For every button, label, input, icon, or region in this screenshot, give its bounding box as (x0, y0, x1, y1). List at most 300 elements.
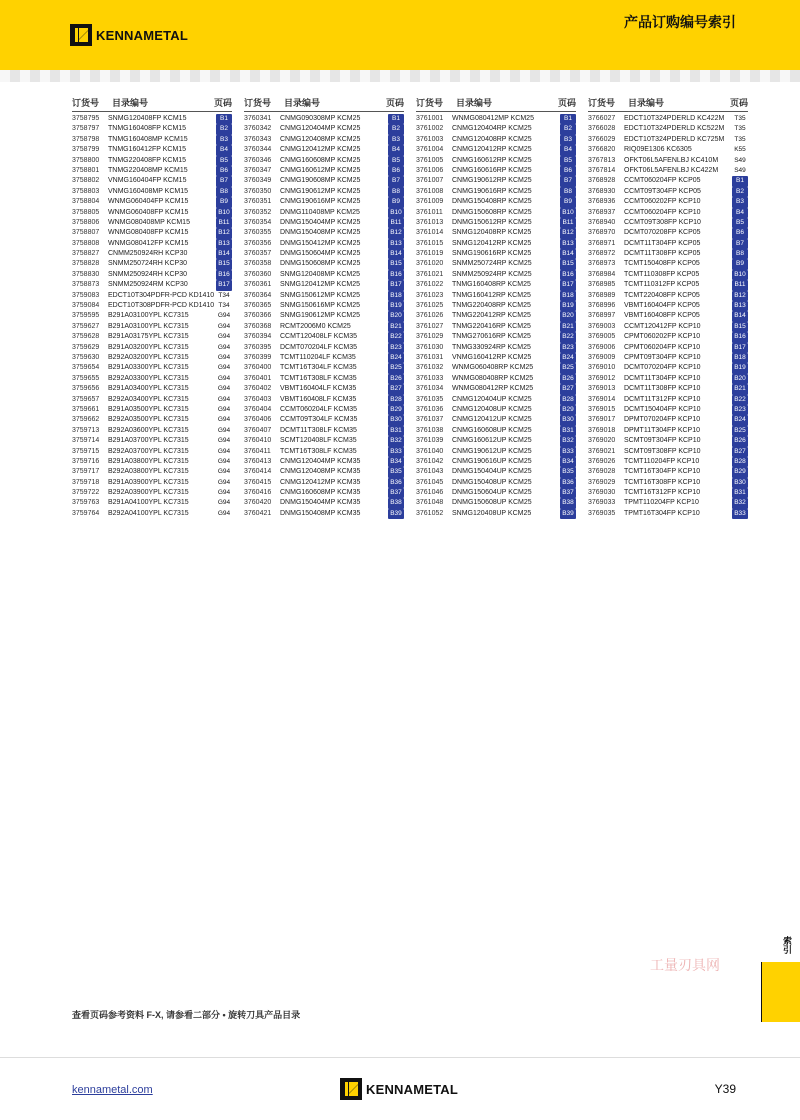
catalog-number: TCMT16T312FP KCP10 (624, 489, 701, 497)
page-reference[interactable]: B21 (732, 384, 748, 394)
order-number: 3761043 (416, 468, 444, 476)
catalog-number: VNMG160412RP KCM25 (452, 353, 532, 361)
page-reference[interactable]: B36 (388, 478, 404, 488)
index-row (416, 228, 576, 238)
order-number: 3758827 (72, 250, 100, 258)
catalog-number: DNMG110408MP KCM25 (280, 208, 360, 216)
page-reference[interactable]: B39 (560, 509, 576, 519)
page-reference[interactable]: B22 (388, 332, 404, 342)
page-reference[interactable]: B30 (560, 415, 576, 425)
page-reference[interactable]: B16 (388, 270, 404, 280)
order-number: 3761048 (416, 499, 444, 507)
catalog-number: DCMT11T304FP KCP10 (624, 374, 701, 382)
index-row (244, 166, 404, 176)
catalog-number: DCMT11T308LF KCM35 (280, 426, 357, 434)
page-reference[interactable]: G94 (217, 395, 231, 403)
order-number: 3761020 (416, 260, 444, 268)
page-reference[interactable]: B26 (732, 436, 748, 446)
catalog-number: B292A03200YPL KC7315 (108, 353, 189, 361)
page-reference[interactable]: G94 (217, 468, 231, 476)
order-number: 3767814 (588, 166, 616, 174)
page-reference[interactable]: B7 (388, 176, 404, 186)
page-reference[interactable]: B13 (216, 239, 232, 249)
page-reference[interactable]: B37 (560, 488, 576, 498)
page-reference[interactable]: B24 (388, 353, 404, 363)
index-row (588, 135, 748, 145)
index-row (72, 208, 232, 218)
catalog-number: CCMT060202FP KCP10 (624, 198, 701, 206)
page-reference[interactable]: B4 (388, 145, 404, 155)
page-reference[interactable]: B6 (388, 166, 404, 176)
catalog-number: CNMG120408RP KCM25 (452, 135, 532, 143)
page-reference[interactable]: B34 (560, 457, 576, 467)
page-reference[interactable]: B27 (388, 384, 404, 394)
catalog-number: CNMG160608MP KCM35 (280, 489, 361, 497)
catalog-number: SNMM250924RM KCP30 (108, 281, 188, 289)
page-reference[interactable]: B37 (388, 488, 404, 498)
page-reference[interactable]: B1 (216, 114, 232, 124)
index-row (244, 208, 404, 218)
page-reference[interactable]: B14 (216, 249, 232, 259)
page-reference[interactable]: K55 (734, 146, 746, 154)
page-reference[interactable]: B21 (560, 322, 576, 332)
page-reference[interactable]: B22 (732, 395, 748, 405)
order-number: 3761009 (416, 198, 444, 206)
catalog-number: CNMG160612MP KCM25 (280, 166, 361, 174)
index-row (72, 498, 232, 508)
order-number: 3761019 (416, 250, 444, 258)
page-reference[interactable]: B6 (560, 166, 576, 176)
page-reference[interactable]: B19 (732, 363, 748, 373)
order-number: 3759654 (72, 364, 100, 372)
page-reference[interactable]: B23 (560, 343, 576, 353)
page-reference[interactable]: G94 (217, 333, 231, 341)
order-number: 3758873 (72, 281, 100, 289)
order-number: 3761035 (416, 395, 444, 403)
order-number: 3759717 (72, 468, 100, 476)
order-number: 3759627 (72, 322, 100, 330)
page-reference[interactable]: B33 (388, 447, 404, 457)
page-reference[interactable]: B17 (216, 280, 232, 290)
page-reference[interactable]: B36 (560, 478, 576, 488)
catalog-number: CPMT09T304FP KCP10 (624, 353, 701, 361)
page-reference[interactable]: B30 (388, 415, 404, 425)
order-number: 3761034 (416, 385, 444, 393)
page-reference[interactable]: B8 (388, 187, 404, 197)
page-reference[interactable]: B33 (732, 509, 748, 519)
page-reference[interactable]: B17 (388, 280, 404, 290)
order-number: 3760360 (244, 270, 272, 278)
index-row (416, 197, 576, 207)
page-reference[interactable]: B6 (216, 166, 232, 176)
order-number: 3758806 (72, 218, 100, 226)
page-reference[interactable]: B18 (560, 291, 576, 301)
page-reference[interactable]: B24 (560, 353, 576, 363)
page-reference[interactable]: T34 (218, 302, 230, 310)
order-number: 3760415 (244, 478, 272, 486)
column-header (416, 96, 576, 112)
column-header-cell: 页码 (386, 98, 405, 108)
page-reference[interactable]: B18 (732, 353, 748, 363)
page-reference[interactable]: B19 (388, 301, 404, 311)
page-reference[interactable]: B10 (216, 208, 232, 218)
page-reference[interactable]: B20 (388, 311, 404, 321)
index-row (244, 145, 404, 155)
page-reference[interactable]: B32 (732, 498, 748, 508)
index-row (72, 374, 232, 384)
catalog-number: VBMT160408LF KCM35 (280, 395, 357, 403)
index-row (72, 343, 232, 353)
index-row (416, 322, 576, 332)
page-reference[interactable]: B28 (560, 395, 576, 405)
order-number: 3760352 (244, 208, 272, 216)
page-reference[interactable]: B26 (388, 374, 404, 384)
page-reference[interactable]: B15 (388, 259, 404, 269)
page-reference[interactable]: B35 (388, 467, 404, 477)
page-reference[interactable]: B32 (560, 436, 576, 446)
index-row (72, 311, 232, 321)
index-row (588, 239, 748, 249)
page-reference[interactable]: B31 (732, 488, 748, 498)
index-row (416, 135, 576, 145)
page-reference[interactable]: B29 (388, 405, 404, 415)
catalog-number: SCMT09T304FP KCP10 (624, 437, 701, 445)
website-link[interactable]: kennametal.com (72, 1084, 153, 1096)
index-row (416, 259, 576, 269)
page-reference[interactable]: B19 (560, 301, 576, 311)
catalog-number: B291A03400YPL KC7315 (108, 385, 189, 393)
order-number: 3759630 (72, 353, 100, 361)
decorative-stripe (0, 70, 800, 82)
page-reference[interactable]: B29 (560, 405, 576, 415)
page-reference[interactable]: B30 (732, 478, 748, 488)
catalog-number: CNMG090308MP KCM25 (280, 115, 361, 122)
index-row (72, 187, 232, 197)
index-row (244, 187, 404, 197)
page-reference[interactable]: B33 (560, 447, 576, 457)
page-reference[interactable]: B17 (560, 280, 576, 290)
order-number: 3766820 (588, 146, 616, 154)
index-row (416, 384, 576, 394)
order-number: 3761002 (416, 125, 444, 133)
page-reference[interactable]: G94 (217, 478, 231, 486)
catalog-number: CNMG120404RP KCM25 (452, 125, 532, 133)
catalog-number: WNMG080412RP KCM25 (452, 385, 534, 393)
page-reference[interactable]: B22 (560, 332, 576, 342)
index-row (416, 498, 576, 508)
order-number: 3760421 (244, 509, 272, 517)
page-reference[interactable]: B39 (388, 509, 404, 519)
page-reference[interactable]: B15 (560, 259, 576, 269)
index-row (244, 280, 404, 290)
page-reference[interactable]: B32 (388, 436, 404, 446)
page-reference[interactable]: B7 (216, 176, 232, 186)
page-reference[interactable]: B7 (732, 239, 748, 249)
index-row (72, 124, 232, 134)
page-reference[interactable]: G94 (217, 405, 231, 413)
order-number: 3759656 (72, 385, 100, 393)
index-row (72, 478, 232, 488)
index-row (72, 436, 232, 446)
catalog-number: CNMG190616UP KCM25 (452, 457, 532, 465)
page-reference[interactable]: B13 (560, 239, 576, 249)
page-reference[interactable]: B12 (560, 228, 576, 238)
page-reference[interactable]: B8 (732, 249, 748, 259)
page-reference[interactable]: B14 (388, 249, 404, 259)
catalog-number: DPMT11T304FP KCP10 (624, 426, 700, 434)
column-header (588, 96, 748, 112)
index-row (244, 291, 404, 301)
catalog-number: B292A03500YPL KC7315 (108, 416, 189, 424)
order-number: 3761036 (416, 405, 444, 413)
page-reference[interactable]: B4 (560, 145, 576, 155)
page-reference[interactable]: B27 (560, 384, 576, 394)
order-number: 3760395 (244, 343, 272, 351)
catalog-number: B292A04100YPL KC7315 (108, 509, 189, 517)
catalog-number: CNMG160608UP KCM25 (452, 426, 532, 434)
index-row (72, 353, 232, 363)
page-reference[interactable]: B12 (216, 228, 232, 238)
index-row (416, 447, 576, 457)
order-number: 3761015 (416, 239, 444, 247)
catalog-number: CNMG190612UP KCM25 (452, 447, 532, 455)
page-reference[interactable]: G94 (217, 353, 231, 361)
page-reference[interactable]: B2 (732, 187, 748, 197)
index-row (416, 208, 576, 218)
page-reference[interactable]: B5 (732, 218, 748, 228)
kennametal-k-icon (70, 24, 92, 46)
page-reference[interactable]: B13 (732, 301, 748, 311)
catalog-number: DCMT070204FP KCP10 (624, 364, 701, 372)
column-header-cell: 目录编号 (628, 98, 665, 108)
order-number: 3760420 (244, 499, 272, 507)
page-reference[interactable]: G94 (217, 457, 231, 465)
page-reference[interactable]: B20 (732, 374, 748, 384)
page-reference[interactable]: B1 (388, 114, 404, 124)
page-reference[interactable]: B3 (732, 197, 748, 207)
page-reference[interactable]: B4 (732, 208, 748, 218)
catalog-number: CPMT060202FP KCP10 (624, 333, 701, 341)
page-reference[interactable]: G94 (217, 426, 231, 434)
page-reference[interactable]: G94 (217, 489, 231, 497)
catalog-number: SNMG190612MP KCM25 (280, 312, 361, 320)
page-reference[interactable]: B18 (388, 291, 404, 301)
catalog-number: DNMG150408UP KCM25 (452, 478, 532, 486)
catalog-number: SNMM250924RH KCP30 (108, 270, 187, 278)
page-reference[interactable]: B20 (560, 311, 576, 321)
page-reference[interactable]: B4 (216, 145, 232, 155)
footer-brand-text: KENNAMETAL (366, 1081, 459, 1097)
page-reference[interactable]: B2 (388, 124, 404, 134)
page-reference[interactable]: B11 (732, 280, 748, 290)
order-number: 3761029 (416, 333, 444, 341)
page-reference[interactable]: G94 (217, 416, 231, 424)
page-reference[interactable]: G94 (217, 364, 231, 372)
catalog-number: B292A03700YPL KC7315 (108, 447, 189, 455)
page-reference[interactable]: B25 (560, 363, 576, 373)
page-reference[interactable]: G94 (217, 322, 231, 330)
page-reference[interactable]: B9 (216, 197, 232, 207)
page-reference[interactable]: B1 (560, 114, 576, 124)
page-reference[interactable]: G94 (217, 312, 231, 320)
page-reference[interactable]: B23 (388, 343, 404, 353)
page-reference[interactable]: G94 (217, 343, 231, 351)
index-row (72, 280, 232, 290)
catalog-number: SCMT120408LF KCM35 (280, 437, 357, 445)
page-reference[interactable]: T35 (734, 115, 746, 122)
page-reference[interactable]: B35 (560, 467, 576, 477)
page-reference[interactable]: B11 (216, 218, 232, 228)
catalog-number: SNMG190616RP KCM25 (452, 250, 532, 258)
index-row (416, 488, 576, 498)
page-reference[interactable]: B12 (388, 228, 404, 238)
order-number: 3761031 (416, 353, 444, 361)
index-row (416, 395, 576, 405)
index-row (416, 374, 576, 384)
page-reference[interactable]: B11 (388, 218, 404, 228)
catalog-number: CCMT060204LF KCM35 (280, 405, 358, 413)
page-reference[interactable]: G94 (217, 499, 231, 507)
page-reference[interactable]: B24 (732, 415, 748, 425)
page-reference[interactable]: T35 (734, 135, 746, 143)
page-reference[interactable]: B28 (732, 457, 748, 467)
catalog-number: CCMT060204FP KCP10 (624, 208, 701, 216)
catalog-number: DNMG150608RP KCM25 (452, 208, 532, 216)
page-reference[interactable]: B14 (732, 311, 748, 321)
order-number: 3759628 (72, 333, 100, 341)
index-row (416, 343, 576, 353)
page-reference[interactable]: G94 (217, 437, 231, 445)
catalog-number: TCMT110308FP KCP05 (624, 270, 700, 278)
index-row (72, 322, 232, 332)
catalog-number: CCMT09T304LF KCM35 (280, 416, 358, 424)
page-reference[interactable]: B9 (732, 259, 748, 269)
index-row (72, 218, 232, 228)
order-number: 3769005 (588, 333, 616, 341)
page-reference[interactable]: B17 (732, 343, 748, 353)
page-reference[interactable]: B25 (732, 426, 748, 436)
page-reference[interactable]: S49 (734, 156, 746, 164)
index-row (72, 228, 232, 238)
order-number: 3759629 (72, 343, 100, 351)
page-reference[interactable]: S49 (734, 166, 746, 174)
page-reference[interactable]: B7 (560, 176, 576, 186)
page-reference[interactable]: B31 (560, 426, 576, 436)
index-row (588, 218, 748, 228)
page-reference[interactable]: B9 (388, 197, 404, 207)
catalog-number: CNMG190616MP KCM25 (280, 198, 361, 206)
page-reference[interactable]: T34 (218, 291, 230, 299)
page-reference[interactable]: B11 (560, 218, 576, 228)
order-number: 3758799 (72, 146, 100, 154)
order-number: 3760404 (244, 405, 272, 413)
page-reference[interactable]: B3 (216, 135, 232, 145)
page-reference[interactable]: G94 (217, 447, 231, 455)
index-row (244, 343, 404, 353)
page-reference[interactable]: B16 (216, 270, 232, 280)
order-number: 3760399 (244, 353, 272, 361)
page-reference[interactable]: B31 (388, 426, 404, 436)
page-reference[interactable]: B29 (732, 467, 748, 477)
page-reference[interactable]: B10 (732, 270, 748, 280)
page-reference[interactable]: G94 (217, 374, 231, 382)
page-reference[interactable]: B10 (560, 208, 576, 218)
index-row (72, 457, 232, 467)
order-number: 3761014 (416, 229, 444, 237)
order-number: 3761033 (416, 374, 444, 382)
page-reference[interactable]: B2 (560, 124, 576, 134)
page-reference[interactable]: G94 (217, 385, 231, 393)
page-reference[interactable]: B5 (560, 156, 576, 166)
page-reference[interactable]: B38 (560, 498, 576, 508)
order-number: 3760357 (244, 250, 272, 258)
order-number: 3769035 (588, 509, 616, 517)
page-reference[interactable]: B12 (732, 291, 748, 301)
order-number: 3761038 (416, 426, 444, 434)
order-number: 3769014 (588, 395, 616, 403)
page-reference[interactable]: B15 (216, 259, 232, 269)
order-number: 3760347 (244, 166, 272, 174)
page-reference[interactable]: B28 (388, 395, 404, 405)
page-reference[interactable]: B16 (560, 270, 576, 280)
catalog-number: TNMG160412FP KCM15 (108, 146, 187, 154)
catalog-number: WNMG080412FP KCM15 (108, 239, 189, 247)
catalog-number: CCMT09T304FP KCP05 (624, 187, 701, 195)
page-reference[interactable]: B8 (560, 187, 576, 197)
page-reference[interactable]: B2 (216, 124, 232, 134)
page-reference[interactable]: B38 (388, 498, 404, 508)
order-number: 3769006 (588, 343, 616, 351)
page-reference[interactable]: B5 (216, 156, 232, 166)
index-row (72, 509, 232, 519)
order-number: 3769028 (588, 468, 616, 476)
page-reference[interactable]: G94 (217, 509, 231, 517)
page-reference[interactable]: B1 (732, 176, 748, 186)
catalog-number: CNMG190616RP KCM25 (452, 187, 532, 195)
order-number: 3768985 (588, 281, 616, 289)
order-number: 3760403 (244, 395, 272, 403)
page-reference[interactable]: B27 (732, 447, 748, 457)
page-reference[interactable]: B26 (560, 374, 576, 384)
page-reference[interactable]: B34 (388, 457, 404, 467)
index-row (244, 332, 404, 342)
page-reference[interactable]: B6 (732, 228, 748, 238)
order-number: 3761011 (416, 208, 443, 216)
index-row (588, 436, 748, 446)
page-reference[interactable]: B3 (388, 135, 404, 145)
order-number: 3768928 (588, 177, 616, 185)
page-reference[interactable]: B3 (560, 135, 576, 145)
page-reference[interactable]: B10 (388, 208, 404, 218)
page-reference[interactable]: B25 (388, 363, 404, 373)
page-reference[interactable]: B14 (560, 249, 576, 259)
page-reference[interactable]: B13 (388, 239, 404, 249)
catalog-number: SNMG120412MP KCM25 (280, 281, 361, 289)
page-reference[interactable]: B5 (388, 156, 404, 166)
page-reference[interactable]: B16 (732, 332, 748, 342)
page-reference[interactable]: B8 (216, 187, 232, 197)
page-reference[interactable]: T35 (734, 125, 746, 133)
page-reference[interactable]: B21 (388, 322, 404, 332)
page-reference[interactable]: B15 (732, 322, 748, 332)
catalog-number: DNMG150604MP KCM25 (280, 250, 361, 258)
order-number: 3768940 (588, 218, 616, 226)
page-reference[interactable]: B23 (732, 405, 748, 415)
index-row (72, 249, 232, 259)
page-reference[interactable]: B9 (560, 197, 576, 207)
index-row (72, 395, 232, 405)
order-number: 3759084 (72, 302, 100, 310)
